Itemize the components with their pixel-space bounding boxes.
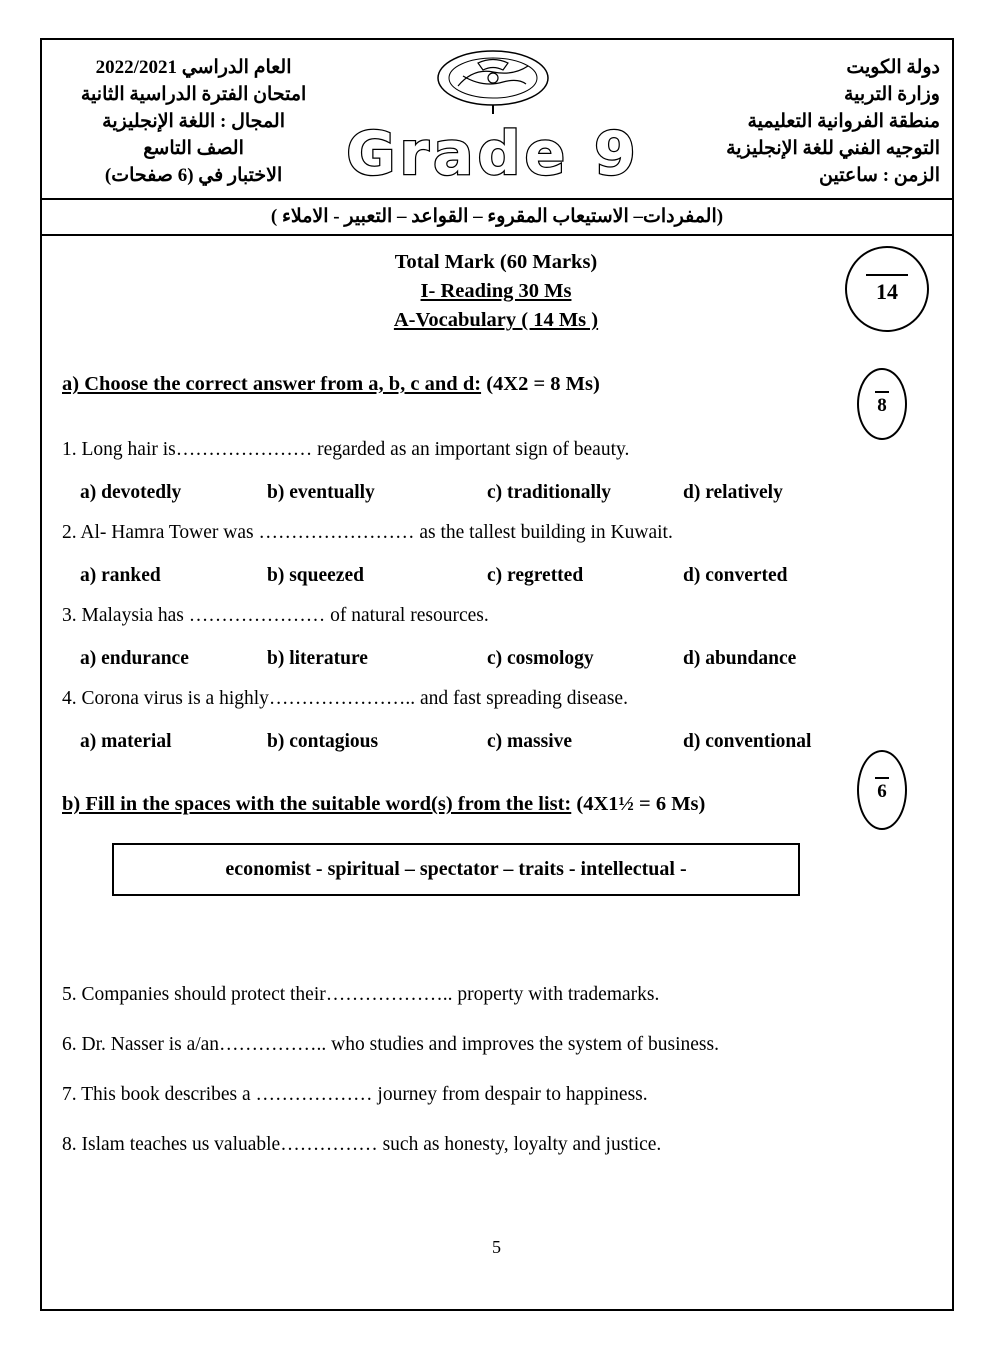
mark-fraction-line (866, 274, 908, 276)
question-3-options (80, 644, 930, 674)
question-2-options (80, 561, 930, 591)
option-a: a) ranked (80, 565, 161, 586)
option-a: a) material (80, 731, 172, 752)
section-b-heading-text: b) Fill in the spaces with the suitable word(s) from the list: (62, 793, 572, 815)
district-line: منطقة الفروانية التعليمية (747, 111, 940, 132)
exam-content (42, 236, 952, 1160)
question-4: 4. Corona virus is a highly………………….. and fast spreading disease. (62, 688, 628, 709)
supervision-line: التوجيه الفني للغة الإنجليزية (726, 138, 940, 159)
exam-period-line: امتحان الفترة الدراسية الثانية (80, 84, 307, 105)
section-a-marks-label: (4X2 = 8 Ms) (486, 373, 600, 395)
question-block-1 (62, 435, 930, 508)
section-b-heading (62, 789, 930, 819)
grade-9-wordmark (333, 114, 653, 194)
option-d: d) converted (683, 565, 788, 586)
total-mark-circle (845, 246, 929, 332)
ministry-line: وزارة التربية (843, 84, 940, 105)
option-b: b) contagious (267, 731, 379, 752)
option-c: c) massive (487, 731, 573, 752)
question-1-options (80, 478, 930, 508)
word-list-box: economist - spiritual – spectator – traits - intellectual - (112, 843, 800, 896)
titles-block (62, 248, 930, 335)
header-exam-info (54, 48, 333, 198)
reading-title: I- Reading 30 Ms (420, 280, 572, 302)
question-3: 3. Malaysia has ………………… of natural resources. (62, 605, 489, 626)
option-a: a) devotedly (80, 482, 182, 503)
header-center (333, 48, 653, 198)
option-c: c) cosmology (487, 648, 594, 669)
option-d: d) conventional (683, 731, 812, 752)
total-mark-title: Total Mark (60 Marks) (394, 251, 598, 273)
option-c: c) regretted (487, 565, 584, 586)
section-b-marks-label: (4X1½ = 6 Ms) (576, 793, 706, 815)
section-a-heading-text: a) Choose the correct answer from a, b, c and d: (62, 373, 482, 395)
option-d: d) relatively (683, 482, 783, 503)
section-b-mark-value: 6 (877, 781, 887, 802)
question-5: 5. Companies should protect their……………….. property with trademarks. (62, 984, 660, 1005)
school-year-line: العام الدراسي 2022/2021 (95, 57, 292, 78)
subject-line: المجال : اللغة الإنجليزية (102, 111, 286, 132)
page-border (40, 38, 954, 1311)
subject-bar: (المفردات– الاستيعاب المقروء – القواعد – التعبير - الاملاء ) (42, 198, 952, 236)
question-block-2 (62, 518, 930, 591)
grade-line: الصف التاسع (143, 138, 244, 159)
question-4-options (80, 727, 930, 757)
mark-fraction-line (875, 391, 889, 393)
question-7: 7. This book describes a ……………… journey from despair to happiness. (62, 1084, 648, 1105)
mark-fraction-line (875, 777, 889, 779)
option-b: b) literature (267, 648, 368, 669)
state-line: دولة الكويت (846, 57, 940, 78)
pages-line: الاختبار في (6 صفحات) (104, 165, 283, 186)
option-b: b) eventually (267, 482, 375, 503)
option-c: c) traditionally (487, 482, 612, 503)
question-block-4 (62, 684, 930, 757)
option-b: b) squeezed (267, 565, 364, 586)
question-6: 6. Dr. Nasser is a/an…………….. who studies and improves the system of business. (62, 1034, 719, 1055)
page-number: 5 (492, 1237, 501, 1257)
section-a-mark-value: 8 (877, 395, 887, 416)
header-ministry-info (653, 48, 940, 198)
section-b-mark-circle (857, 750, 907, 830)
ministry-emblem-logo (433, 48, 553, 114)
exam-header (42, 40, 952, 198)
section-a-mark-circle (857, 368, 907, 440)
question-8: 8. Islam teaches us valuable…………… such as honesty, loyalty and justice. (62, 1134, 662, 1155)
question-1: 1. Long hair is………………… regarded as an important sign of beauty. (62, 439, 630, 460)
option-d: d) abundance (683, 648, 797, 669)
vocabulary-title: A-Vocabulary ( 14 Ms ) (393, 309, 599, 331)
svg-text:Grade 9: Grade 9 (346, 119, 640, 189)
option-a: a) endurance (80, 648, 189, 669)
section-a-heading (62, 369, 930, 399)
question-block-3 (62, 601, 930, 674)
time-line: الزمن : ساعتين (819, 165, 940, 186)
question-2: 2. Al- Hamra Tower was …………………… as the tallest building in Kuwait. (62, 522, 673, 543)
total-mark-value: 14 (876, 278, 898, 304)
